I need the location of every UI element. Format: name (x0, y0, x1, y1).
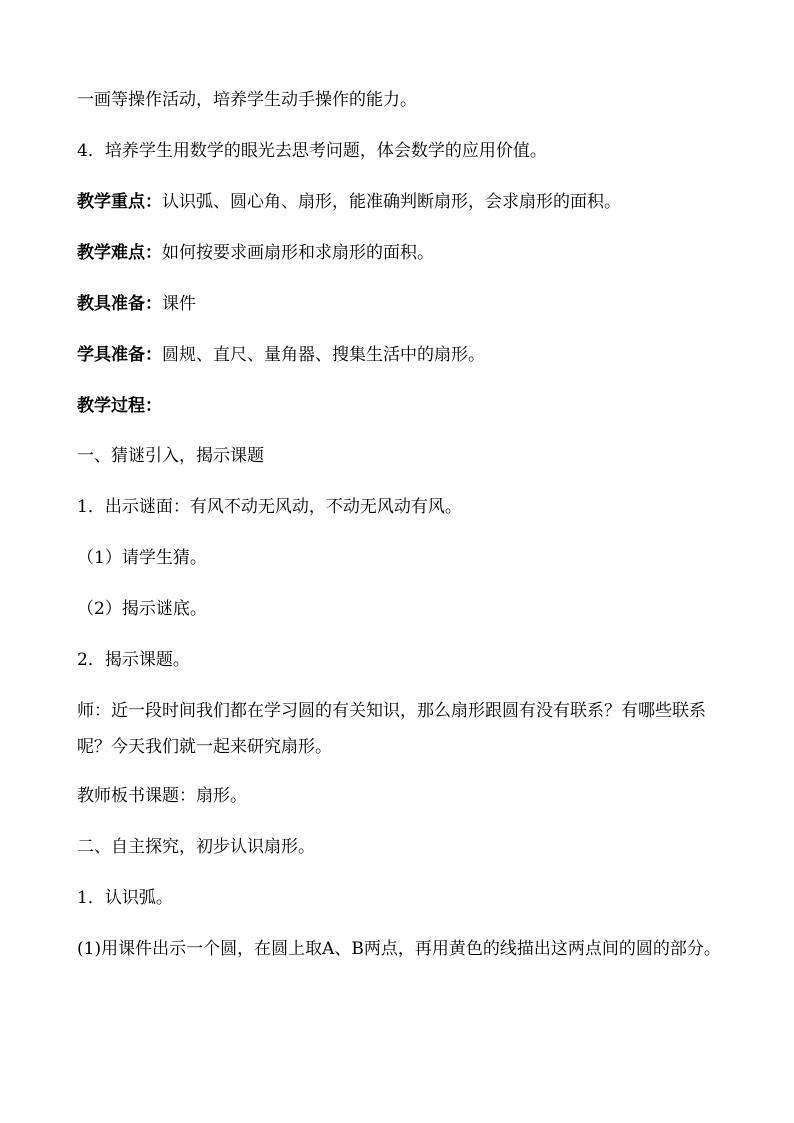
paragraph-text: 1．出示谜面：有风不动无风动，不动无风动有风。 (77, 497, 462, 517)
section-label: 教学过程： (77, 396, 162, 416)
paragraph-text: 二、自主探究，初步认识扇形。 (77, 837, 315, 857)
teaching-key-points (77, 191, 727, 213)
section-label: 教学难点： (77, 243, 162, 263)
paragraph-text: 圆规、直尺、量角器、搜集生活中的扇形。 (162, 345, 485, 365)
paragraph-line (77, 89, 727, 111)
section-heading (77, 445, 727, 467)
paragraph-line (77, 496, 727, 518)
paragraph-text: 1．认识弧。 (77, 888, 173, 908)
paragraph-text: 2．揭示课题。 (77, 650, 190, 670)
paragraph-text: 认识弧、圆心角、扇形，能准确判断扇形，会求扇形的面积。 (162, 192, 621, 212)
paragraph-text: 课件 (162, 294, 196, 314)
paragraph-text: (1)用课件出示一个圆，在圆上取A、B两点，再用黄色的线描出这两点间的圆的部分。 (77, 939, 721, 959)
paragraph-line (77, 785, 727, 807)
section-heading (77, 836, 727, 858)
paragraph-line (77, 887, 727, 909)
paragraph-text: 一、猜谜引入，揭示课题 (77, 446, 264, 466)
student-materials (77, 344, 727, 366)
section-label: 学具准备： (77, 345, 162, 365)
paragraph-text: 教师板书课题：扇形。 (77, 786, 247, 806)
paragraph-line (77, 649, 727, 671)
section-label: 教学重点： (77, 192, 162, 212)
paragraph-text: （2）揭示谜底。 (77, 599, 207, 619)
courseware-paragraph (77, 931, 727, 967)
paragraph-line (77, 547, 727, 569)
paragraph-text: 如何按要求画扇形和求扇形的面积。 (162, 243, 434, 263)
teacher-paragraph (77, 693, 727, 765)
teaching-process-heading (77, 395, 727, 417)
section-label: 教具准备： (77, 294, 162, 314)
teaching-aids (77, 293, 727, 315)
paragraph-line (77, 140, 727, 162)
paragraph-text: （1）请学生猜。 (77, 548, 207, 568)
paragraph-text: 师：近一段时间我们都在学习圆的有关知识，那么扇形跟圆有没有联系？有哪些联系呢？今天我们就一起来研究扇形。 (77, 701, 706, 757)
paragraph-text: 一画等操作活动，培养学生动手操作的能力。 (77, 90, 417, 110)
paragraph-text: 4．培养学生用数学的眼光去思考问题，体会数学的应用价值。 (77, 141, 547, 161)
teaching-difficulties (77, 242, 727, 264)
paragraph-line (77, 598, 727, 620)
